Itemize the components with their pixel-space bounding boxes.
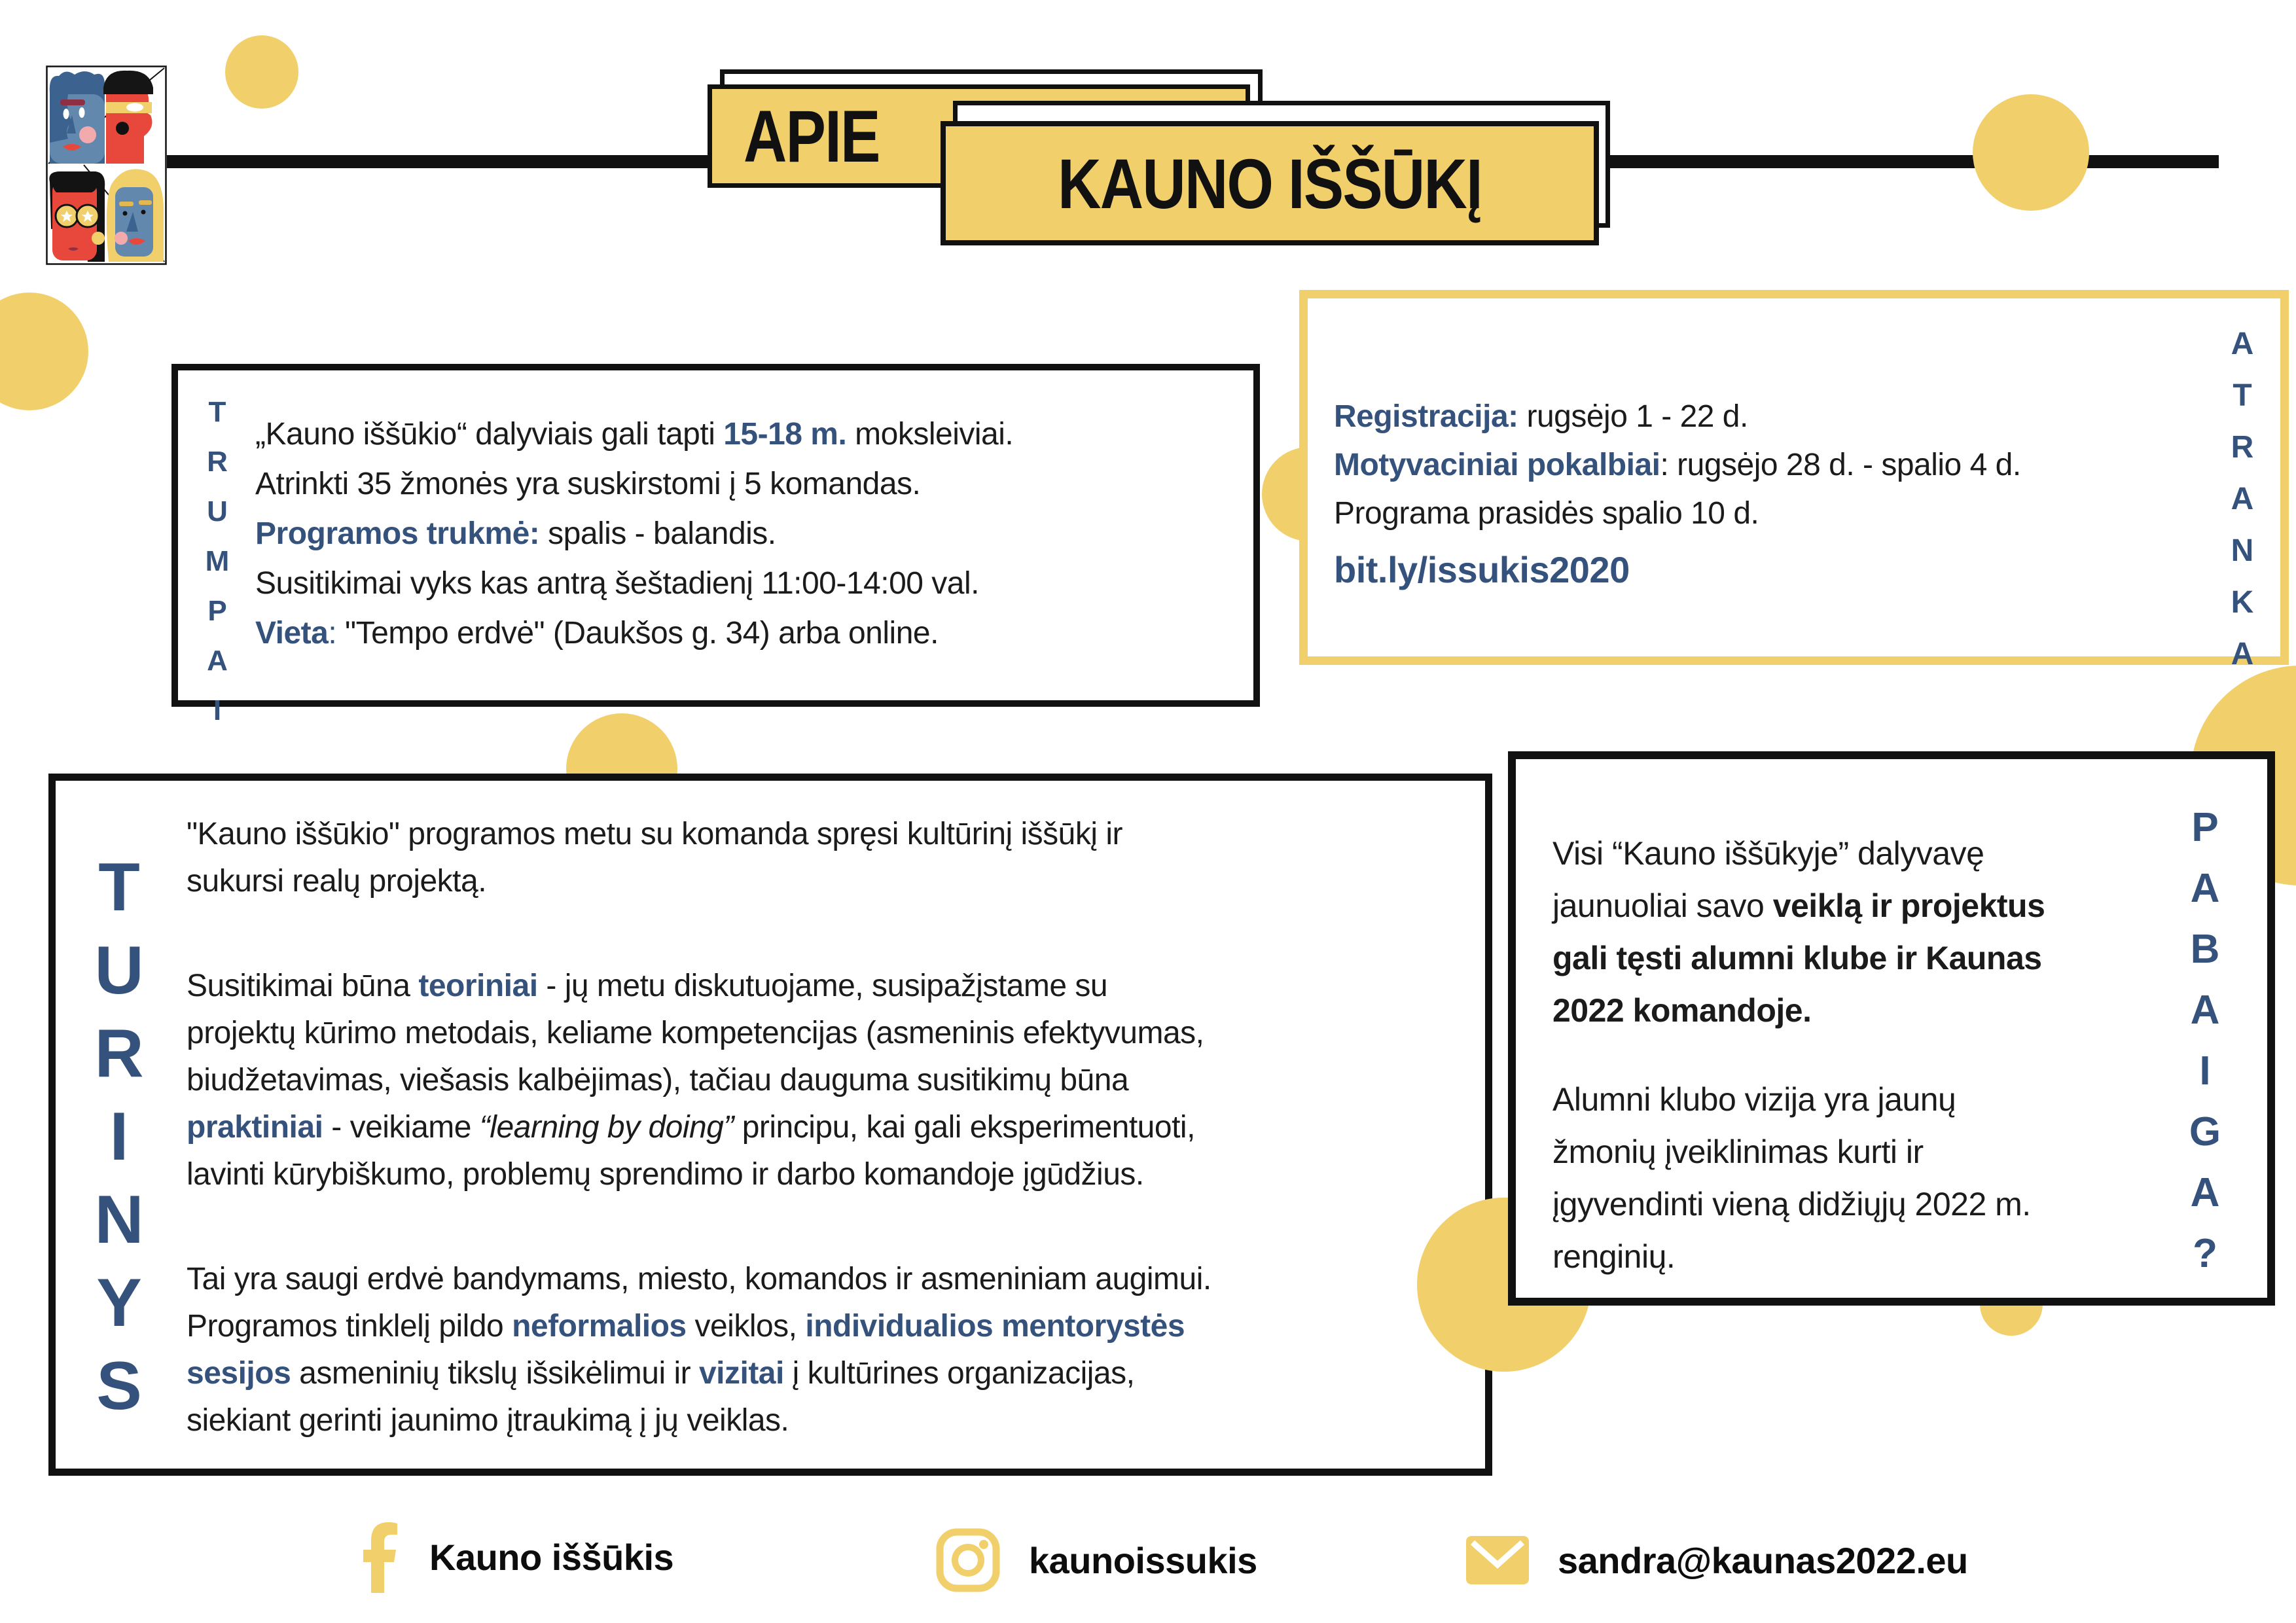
text-segment: Visi “Kauno iššūkyje” dalyvavę — [1552, 835, 1984, 872]
vertical-letter: R — [94, 1016, 144, 1092]
text-segment: įgyvendinti vieną didžiųjų 2022 m. — [1552, 1186, 2031, 1222]
paragraph — [187, 811, 1211, 905]
text-segment: sesijos — [187, 1356, 291, 1391]
text-segment: : — [328, 616, 337, 651]
vertical-letter: P — [207, 595, 227, 627]
text-segment: : rugsėjo 28 d. - spalio 4 d. — [1660, 448, 2021, 482]
paragraph — [1552, 827, 2045, 1037]
text-segment: Susitikimai būna — [187, 969, 419, 1003]
paragraph — [1552, 1073, 2045, 1283]
text-segment: moksleiviai. — [846, 417, 1014, 452]
text-segment: jaunuoliai savo — [1552, 887, 1773, 924]
vertical-letter: A — [207, 645, 228, 677]
text-segment: principu, kai gali eksperimentuoti, — [733, 1110, 1195, 1145]
text-line — [187, 811, 1211, 858]
vertical-letter: B — [2190, 927, 2220, 972]
email-contact[interactable] — [1466, 1529, 1968, 1592]
vertical-letter: S — [96, 1348, 142, 1424]
text-segment: „Kauno iššūkio“ dalyviais gali tapti — [255, 417, 724, 452]
text-segment: Alumni klubo vizija yra jaunų — [1552, 1081, 1956, 1118]
text-segment: 15-18 m. — [723, 417, 847, 452]
page-title: KAUNO IŠŠŪKĮ — [1058, 143, 1482, 223]
vertical-letter: A — [2231, 327, 2254, 361]
vertical-letter: A — [2190, 866, 2220, 911]
text-line — [1334, 441, 2021, 490]
text-segment: Registracija: — [1334, 399, 1518, 434]
text-segment: Atrinkti 35 žmonės yra suskirstomi į 5 komandas. — [255, 467, 921, 501]
text-segment: Programa prasidės spalio 10 d. — [1334, 496, 1759, 531]
turinys-text — [187, 811, 1211, 1502]
text-line — [255, 410, 1013, 459]
text-line — [1552, 880, 2045, 932]
text-line — [255, 609, 1013, 658]
text-segment: teoriniai — [418, 969, 538, 1003]
section-trumpai — [171, 364, 1260, 726]
section-pabaiga — [1508, 751, 2275, 1306]
text-segment: asmeninių tikslų išsikėlimui ir — [291, 1356, 699, 1391]
atranka-text — [1334, 393, 2021, 538]
text-line — [1552, 1126, 2045, 1178]
vertical-letter: M — [205, 545, 230, 577]
mail-icon — [1466, 1536, 1529, 1584]
decor-circle — [225, 35, 298, 109]
text-segment: siekiant gerinti jaunimo įtraukimą į jų veiklas. — [187, 1403, 789, 1438]
section-label-pabaiga — [2182, 797, 2228, 1284]
text-segment: vizitai — [698, 1356, 784, 1391]
vertical-letter: A — [2231, 482, 2254, 516]
text-segment: 2022 komandoje. — [1552, 992, 1812, 1029]
header-title-box — [941, 121, 1599, 245]
text-line — [187, 1104, 1211, 1151]
text-segment: biudžetavimas, viešasis kalbėjimas), tačiau dauguma susitikimų būna — [187, 1063, 1129, 1097]
faces-illustration — [46, 65, 167, 265]
vertical-letter: N — [94, 1182, 144, 1258]
decor-circle — [0, 293, 88, 410]
vertical-letter: T — [2233, 378, 2252, 413]
instagram-contact[interactable] — [936, 1527, 1257, 1593]
vertical-letter: ? — [2193, 1231, 2217, 1276]
text-segment: - veikiame — [323, 1110, 480, 1145]
decor-circle — [1973, 94, 2089, 211]
text-segment: projektų kūrimo metodais, keliame kompetencijas (asmeninis efektyvumas, — [187, 1016, 1204, 1050]
pabaiga-text — [1552, 827, 2045, 1319]
text-segment: sukursi realų projektą. — [187, 864, 487, 899]
vertical-letter: R — [207, 446, 228, 478]
vertical-letter: N — [2231, 533, 2254, 568]
text-line — [255, 459, 1013, 509]
section-turinys — [48, 774, 1492, 1476]
vertical-letter: I — [2199, 1048, 2211, 1094]
text-segment: “learning by doing” — [479, 1110, 734, 1145]
vertical-letter: T — [208, 396, 226, 428]
vertical-letter: R — [2231, 430, 2254, 465]
header-rule-right — [1597, 155, 2219, 168]
trumpai-text — [255, 410, 1013, 658]
text-segment: rugsėjo 1 - 22 d. — [1518, 399, 1748, 434]
text-segment: - jų metu diskutuojame, susipažįstame su — [537, 969, 1108, 1003]
text-line — [1552, 1073, 2045, 1126]
text-segment: Susitikimai vyks kas antrą šeštadienį 11:00-14:00 val. — [255, 566, 979, 601]
text-segment: Vieta — [255, 616, 329, 651]
text-line — [1552, 1178, 2045, 1230]
text-line — [187, 1350, 1211, 1397]
text-line — [1334, 393, 2021, 441]
text-segment: neformalios — [512, 1309, 687, 1344]
text-segment: gali tęsti alumni klube ir Kaunas — [1552, 940, 2042, 976]
vertical-letter: K — [2231, 585, 2254, 620]
section-label-trumpai — [196, 387, 238, 736]
header-tag: APIE — [744, 95, 880, 177]
vertical-letter: U — [207, 495, 228, 527]
text-line — [1552, 1230, 2045, 1283]
registration-link[interactable]: bit.ly/issukis2020 — [1334, 549, 1630, 590]
text-line — [187, 1151, 1211, 1198]
text-line — [1334, 490, 2021, 538]
vertical-letter: P — [2191, 805, 2219, 850]
text-line — [187, 858, 1211, 905]
section-label-atranka — [2223, 318, 2262, 680]
text-line — [187, 963, 1211, 1010]
text-segment: "Tempo erdvė" (Daukšos g. 34) arba online. — [336, 616, 939, 651]
instagram-icon — [936, 1528, 1000, 1592]
vertical-letter: A — [2231, 637, 2254, 671]
text-line — [187, 1057, 1211, 1104]
text-line — [187, 1010, 1211, 1057]
section-label-turinys — [83, 846, 155, 1428]
vertical-letter: U — [94, 933, 144, 1008]
text-line — [1552, 984, 2045, 1037]
paragraph — [187, 1256, 1211, 1444]
text-segment: lavinti kūrybiškumo, problemų sprendimo ir darbo komandoje įgūdžius. — [187, 1157, 1144, 1192]
vertical-letter: I — [109, 1099, 129, 1175]
facebook-handle: Kauno iššūkis — [429, 1537, 674, 1578]
facebook-contact[interactable] — [361, 1520, 673, 1595]
header-rule-left — [167, 155, 720, 168]
text-line — [187, 1256, 1211, 1303]
vertical-letter: I — [213, 694, 222, 726]
instagram-handle: kaunoissukis — [1029, 1539, 1257, 1581]
section-atranka — [1299, 290, 2289, 671]
text-segment: Motyvaciniai pokalbiai — [1334, 448, 1660, 482]
facebook-icon — [361, 1521, 399, 1594]
text-segment: "Kauno iššūkio" programos metu su komanda spręsi kultūrinį iššūkį ir — [187, 817, 1123, 851]
vertical-letter: Y — [96, 1265, 142, 1341]
vertical-letter: T — [98, 849, 140, 925]
text-segment: spalis - balandis. — [539, 516, 776, 551]
vertical-letter: G — [2189, 1109, 2221, 1154]
vertical-letter: A — [2190, 988, 2220, 1033]
text-segment: Tai yra saugi erdvė bandymams, miesto, komandos ir asmeniniam augimui. — [187, 1262, 1211, 1296]
text-segment: žmonių įveiklinimas kurti ir — [1552, 1133, 1924, 1170]
text-segment: Programos tinklelį pildo — [187, 1309, 512, 1344]
text-segment: veiklos, — [686, 1309, 806, 1344]
text-line — [187, 1303, 1211, 1350]
text-segment: Programos trukmė: — [255, 516, 540, 551]
paragraph — [187, 963, 1211, 1198]
text-segment: individualios mentorystės — [805, 1309, 1185, 1344]
text-line — [187, 1397, 1211, 1444]
text-line — [255, 559, 1013, 609]
text-segment: veiklą ir projektus — [1772, 887, 2045, 924]
email-address: sandra@kaunas2022.eu — [1558, 1539, 1968, 1581]
text-line — [1552, 932, 2045, 984]
text-segment: į kultūrines organizacijas, — [783, 1356, 1135, 1391]
text-segment: renginių. — [1552, 1238, 1676, 1275]
vertical-letter: A — [2190, 1170, 2220, 1215]
text-segment: praktiniai — [187, 1110, 323, 1145]
text-line — [1552, 827, 2045, 880]
text-line — [255, 509, 1013, 559]
